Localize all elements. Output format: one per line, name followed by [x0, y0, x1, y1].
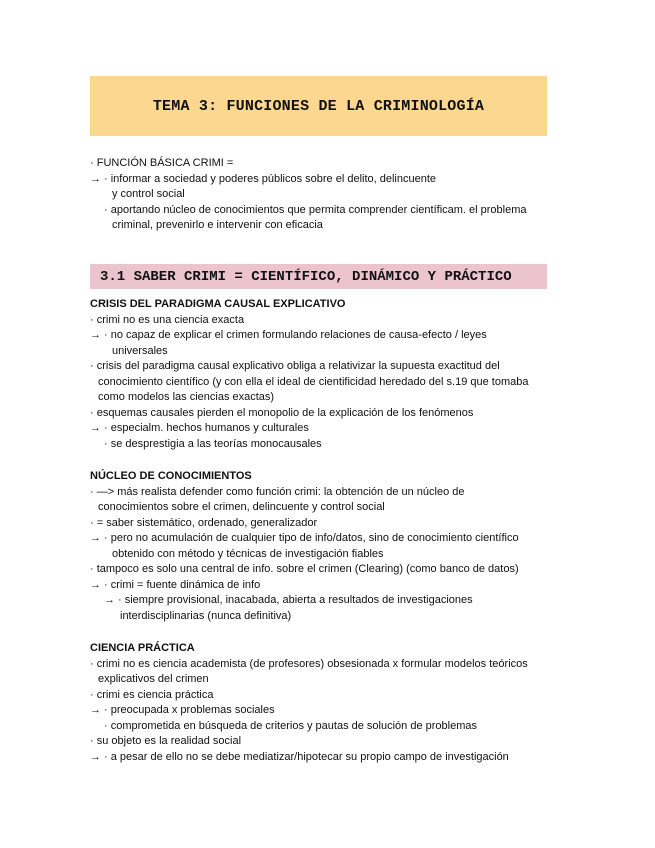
title-banner	[90, 76, 547, 136]
crisis-block	[90, 297, 590, 452]
text-line: · FUNCIÓN BÁSICA CRIMI =	[90, 157, 234, 169]
text-line: universales	[112, 344, 168, 357]
text-line: conocimientos sobre el crimen, delincuente y control social	[98, 501, 385, 513]
text-line: → · informar a sociedad y poderes públicos sobre el delito, delincuente	[90, 172, 590, 188]
text-line: → · crimi = fuente dinámica de info	[90, 578, 590, 594]
text-line: · crisis del paradigma causal explicativo obliga a relativizar la supuesta exactitud del	[90, 360, 500, 372]
arrow-icon: →	[90, 422, 101, 434]
text-line: y control social	[112, 188, 185, 200]
arrow-icon: →	[90, 329, 101, 341]
text-line: · comprometida en búsqueda de criterios y pautas de solución de problemas	[104, 719, 477, 732]
text-line: · crimi es ciencia práctica	[90, 688, 214, 701]
intro-block	[90, 156, 590, 234]
text-line: · se desprestigia a las teorías monocausales	[104, 437, 322, 450]
arrow-icon: →	[104, 594, 115, 606]
text-line: → · a pesar de ello no se debe mediatizar/hipotecar su propio campo de investigación	[90, 750, 590, 766]
nucleo-block	[90, 469, 590, 624]
arrow-icon: →	[90, 532, 101, 544]
page-title: TEMA 3: FUNCIONES DE LA CRIMINOLOGÍA	[152, 97, 485, 115]
text-line: · tampoco es solo una central de info. sobre el crimen (Clearing) (como banco de datos)	[90, 563, 519, 575]
arrow-icon: →	[90, 750, 101, 763]
text-line: como modelos las ciencias exactas)	[98, 391, 275, 403]
text-line: · —> más realista defender como función crimi: la obtención de un núcleo de	[90, 485, 465, 498]
text-line: obtenido con método y técnicas de investigación fiables	[112, 547, 384, 560]
section-header	[90, 264, 547, 289]
text-line: → · pero no acumulación de cualquier tipo de info/datos, sino de conocimiento científico	[90, 531, 590, 547]
text-line: · crimi no es una ciencia exacta	[90, 313, 245, 326]
text-line: → · preocupada x problemas sociales	[90, 703, 590, 719]
text-line: · su objeto es la realidad social	[90, 735, 242, 747]
subheading: CRISIS DEL PARADIGMA CAUSAL EXPLICATIVO	[90, 298, 346, 310]
text-line: · = saber sistemático, ordenado, generalizador	[90, 516, 318, 529]
arrow-icon: →	[90, 578, 101, 591]
text-line: conocimiento científico (y con ella el ideal de cientificidad heredado del s.19 que tomaba	[98, 375, 529, 388]
text-line: interdisciplinarias (nunca definitiva)	[120, 609, 292, 622]
arrow-icon: →	[90, 172, 101, 185]
arrow-icon: →	[90, 704, 101, 716]
text-line: → · siempre provisional, inacabada, abierta a resultados de investigaciones	[90, 593, 590, 609]
ciencia-block	[90, 641, 590, 765]
text-line: · aportando núcleo de conocimientos que permita comprender científicam. el problema	[104, 203, 527, 216]
text-line: explicativos del crimen	[98, 673, 209, 685]
text-line: criminal, prevenirlo e intervenir con eficacia	[112, 219, 323, 231]
section-title: 3.1 SABER CRIMI = CIENTÍFICO, DINÁMICO Y PRÁCTICO	[100, 268, 512, 285]
text-line: → · especialm. hechos humanos y culturales	[90, 421, 590, 437]
text-line: · esquemas causales pierden el monopolio de la explicación de los fenómenos	[90, 406, 474, 419]
subheading: CIENCIA PRÁCTICA	[90, 642, 195, 654]
text-line: · crimi no es ciencia academista (de profesores) obsesionada x formular modelos teóricos	[90, 657, 528, 670]
subheading: NÚCLEO DE CONOCIMIENTOS	[90, 470, 252, 482]
text-line: → · no capaz de explicar el crimen formulando relaciones de causa-efecto / leyes	[90, 328, 590, 344]
